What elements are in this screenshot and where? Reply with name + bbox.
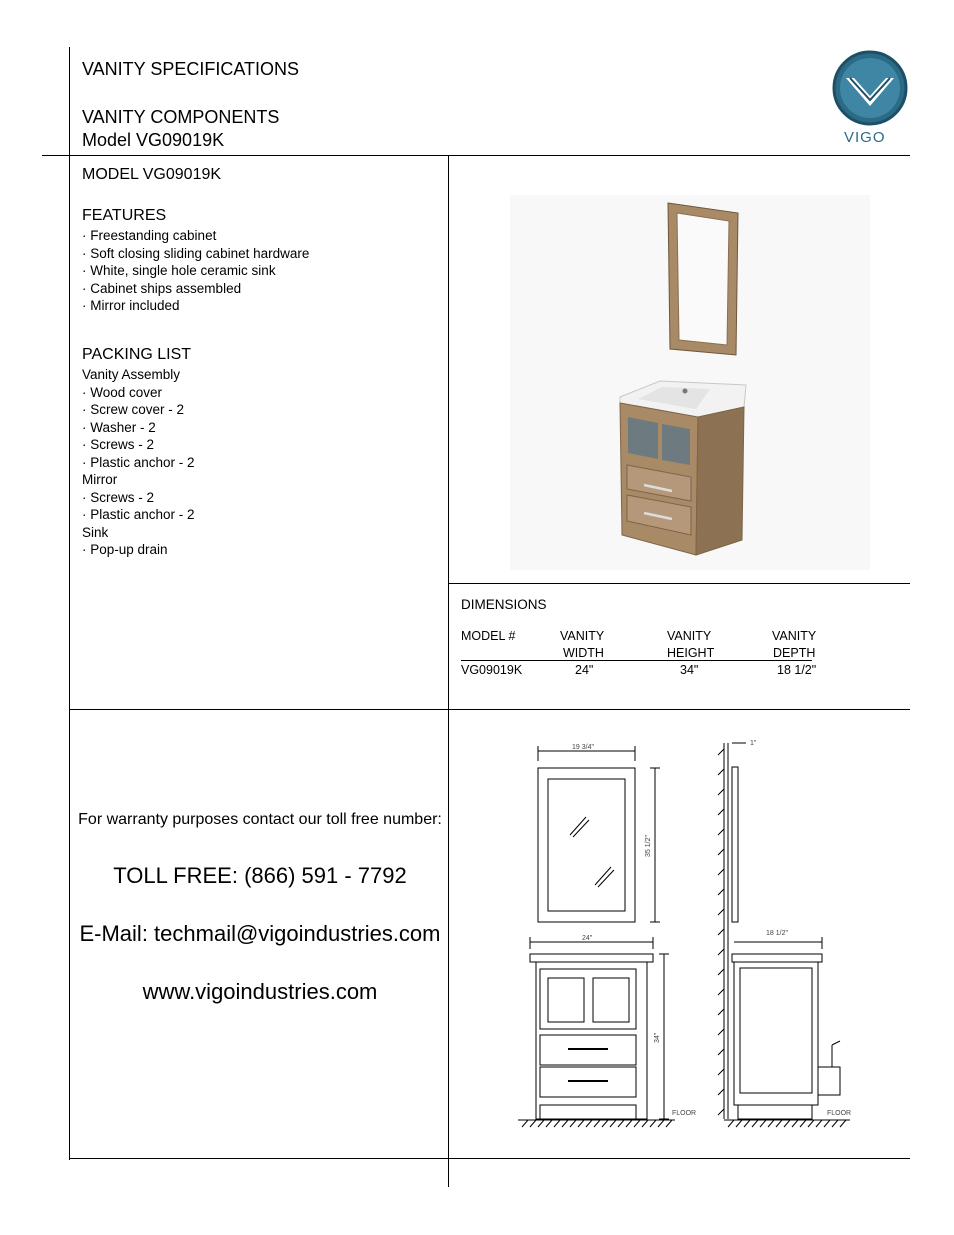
col-width-header-a: VANITY [560, 629, 605, 643]
list-item: · Washer - 2 [82, 419, 156, 435]
vanity-width-label: 24" [582, 935, 593, 942]
vigo-logo [826, 50, 916, 146]
list-item: · Screw cover - 2 [82, 402, 185, 417]
page-title: VANITY SPECIFICATIONS [82, 59, 300, 79]
list-item: · Wood cover [82, 384, 163, 400]
website-link[interactable]: www.vigoindustries.com [142, 979, 378, 1004]
dimensions-table-rule [461, 660, 812, 661]
logo-text: VIGO [844, 129, 886, 146]
list-item: · White, single hole ceramic sink [82, 263, 276, 278]
vanity-depth-label: 18 1/2" [766, 930, 788, 937]
floor-label-right: FLOOR [827, 1110, 852, 1117]
image-rule [448, 583, 910, 584]
model-heading: Model VG09019K [82, 130, 225, 150]
cell-depth: 18 1/2" [777, 663, 817, 677]
list-item: · Pop-up drain [82, 542, 168, 557]
model-label: MODEL VG09019K [82, 166, 222, 183]
col-height-header-a: VANITY [667, 629, 712, 643]
features-title: FEATURES [82, 207, 167, 224]
mirror-height-label: 35 1/2" [645, 835, 652, 857]
mirror-width-label: 19 3/4" [572, 744, 594, 751]
list-item: · Mirror included [82, 298, 180, 313]
packing-title: PACKING LIST [82, 346, 192, 363]
components-title: VANITY COMPONENTS [82, 107, 280, 127]
cell-width: 24" [575, 663, 594, 677]
list-item: Vanity Assembly [82, 367, 181, 382]
col-width-header-b: WIDTH [563, 646, 604, 660]
list-item: · Plastic anchor - 2 [82, 454, 195, 470]
mirror-depth-label: 1" [750, 740, 757, 747]
center-divider [448, 155, 449, 1187]
col-depth-header-a: VANITY [772, 629, 817, 643]
floor-label-left: FLOOR [672, 1110, 697, 1117]
middle-rule [69, 709, 910, 710]
list-item: Mirror [82, 472, 118, 487]
product-image [510, 195, 870, 570]
list-item: · Screws - 2 [82, 489, 155, 505]
list-item: · Screws - 2 [82, 437, 155, 452]
warranty-text: For warranty purposes contact our toll free number: [78, 811, 442, 828]
technical-drawing [510, 735, 860, 1135]
toll-free-number: TOLL FREE: (866) 591 - 7792 [113, 863, 407, 888]
email-address[interactable]: E-Mail: techmail@vigoindustries.com [79, 921, 441, 946]
cell-model: VG09019K [461, 663, 523, 677]
list-item: · Soft closing sliding cabinet hardware [82, 245, 310, 261]
list-item: Sink [82, 524, 109, 540]
col-model-header: MODEL # [461, 629, 516, 643]
header-rule [42, 155, 910, 156]
vanity-height-label: 34" [654, 1032, 661, 1043]
list-item: · Plastic anchor - 2 [82, 507, 195, 522]
packing-list [82, 366, 195, 559]
list-item: · Freestanding cabinet [82, 228, 217, 243]
col-height-header-b: HEIGHT [667, 646, 715, 660]
features-list [82, 227, 309, 315]
dimensions-title: DIMENSIONS [461, 597, 547, 612]
cell-height: 34" [680, 663, 699, 677]
list-item: · Cabinet ships assembled [82, 280, 242, 296]
bottom-rule [69, 1158, 910, 1159]
col-depth-header-b: DEPTH [773, 646, 816, 660]
